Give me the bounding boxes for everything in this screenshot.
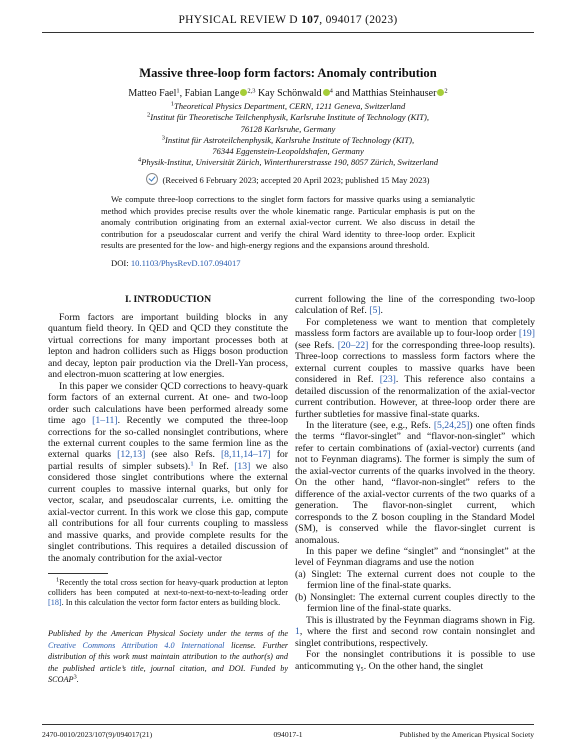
affiliation-line: 76128 Karlsruhe, Germany [240, 123, 336, 134]
affiliation [0, 135, 576, 146]
citation-link[interactable]: [20–22] [337, 339, 369, 351]
author-affil-mark: 2 [444, 87, 448, 95]
citation-link[interactable]: [1–11] [92, 415, 118, 427]
affiliation-line: 76344 Eggenstein-Leopoldshafen, Germany [212, 146, 364, 157]
affiliation-mark: 2 [146, 111, 151, 119]
footnote-mark: 1 [56, 576, 60, 584]
paragraph: Form factors are important building blocks in any quantum field theory. In QED and QCD they constitute the virtual corrections for many important processes both at lepton and hadron colliders such as Higgs boson production and decay, lepton pair production via the Drell-Yan process, and electron-muon scattering at low energies. [48, 312, 288, 381]
author-name: Matteo Fael [128, 88, 177, 99]
paragraph: In this paper we define “singlet” and “nonsinglet” at the level of Feynman diagrams and use the notion [295, 545, 535, 569]
author-affil-mark: 2,3 [247, 87, 256, 95]
footnote-link[interactable]: 1 [190, 460, 194, 468]
citation-link[interactable]: [13] [234, 460, 251, 472]
citation-link[interactable]: [12,13] [117, 449, 146, 461]
left-column [48, 312, 288, 564]
author-name: Matthias Steinhauser [352, 88, 437, 99]
header-rule [42, 32, 534, 33]
doi-link[interactable]: 10.1103/PhysRevD.107.094017 [130, 258, 241, 268]
paragraph: In the literature (see, e.g., Refs. [5,24,25]) one often finds the terms “flavor-singlet” and “flavor-non-singlet” which refer to certain combinations of (axial-vector) currents (and not to Feynman diagrams). The former is simply the sum of the axial-vector currents of the quarks involved in the theory. On the other hand, “flavor-non-singlet” refers to the difference of the axial-vector currents of the two quarks of a generation. The flavor-non-singlet current, which corresponds to the Z boson coupling in the Standard Model (SM), is conserved while the flavor-singlet current is anomalous. [295, 419, 535, 546]
author-name: Fabian Lange [184, 88, 240, 99]
author-name: Kay Schönwald [257, 88, 322, 99]
affiliation-list [0, 101, 576, 169]
paragraph: For completeness we want to mention that completely massless form factors are available up to four-loop order [19] (see Refs. [20–22] for the corresponding three-loop results). Three-loop corrections to massless form factors where the external current couples to massive quarks have been considered in Ref. [23]. This reference also contains a detailed discussion of the renormalization of the axial-vector current contribution. However, at three-loop order there are further subtleties for massive final-state quarks. [295, 316, 536, 420]
author-list: Matteo Fael$^1$, Fabian Lange $^{2,3}$ Kay Schönwald $^4$ and Matthias Steinhauser $^2$ [128, 87, 448, 99]
article-number: , 094017 (2023) [319, 14, 398, 26]
affiliation-text: Theoretical Physics Department, CERN, 1211 Geneva, Switzerland [173, 101, 406, 111]
author-affil-mark: 4 [329, 87, 333, 95]
affiliation-mark: 4 [137, 156, 142, 164]
footer-publisher: Published by the American Physical Society [399, 730, 534, 739]
affiliation [0, 112, 576, 123]
list-marker: (a) [295, 568, 306, 580]
affiliation [0, 101, 576, 112]
citation-link[interactable]: [19] [518, 328, 535, 340]
affiliation-mark: 1 [170, 100, 174, 108]
paper-title: Massive three-loop form factors: Anomaly contribution [139, 66, 437, 80]
paragraph: current following the line of the corresponding two-loop calculation of Ref. [5]. [295, 294, 535, 317]
affiliation-text: Institut für Theoretische Teilchenphysik, Karlsruhe Institute of Technology (KIT), [150, 112, 430, 123]
list-item: (b) Nonsinglet: The external current couples directly to the fermion line of the final-state quarks. [295, 591, 535, 615]
footnote-rule [48, 573, 108, 574]
author-affil-mark: 1 [176, 87, 180, 95]
license-sup: 3 [73, 673, 77, 681]
right-column [295, 294, 535, 672]
license-notice: Published by the American Physical Society under the terms of the Creative Commons Attribution 4.0 International license. Further distribution of this work must maintain attribution to the author(s) and the published article’s title, journal citation, and DOI. Funded by SCOAP$^3$. [48, 629, 289, 684]
affiliation-text: Institut für Astroteilchenphysik, Karlsruhe Institute of Technology (KIT), [165, 134, 415, 145]
affiliation [0, 157, 576, 168]
citation-link[interactable]: [23] [379, 374, 396, 386]
list-item: (a) Singlet: The external current does not couple to the fermion line of the final-state quarks. [295, 568, 536, 592]
license-link[interactable]: Creative Commons Attribution 4.0 International [48, 640, 225, 650]
abstract: We compute three-loop corrections to the singlet form factors for massive quarks using a semianalytic method which provides precise results over the whole kinematic range. Particular emphasis is put on the anomaly contribution originating from an external axial-vector current. We also discuss in detail the contribution for a pseudoscalar current and verify the chiral Ward identity to three-loop order. Explicit results are presented for the low- and high-energy regions and the expansions around threshold. [101, 194, 475, 251]
orcid-icon[interactable] [323, 89, 330, 96]
footer-issn: 2470-0010/2023/107(9)/094017(21) [42, 730, 153, 739]
publication-dates: (Received 6 February 2023; accepted 20 April 2023; published 15 May 2023) [162, 175, 430, 185]
footer-rule [42, 724, 534, 725]
citation-link[interactable]: [5,24,25] [433, 419, 470, 431]
publication-history [0, 173, 576, 185]
definition-list [295, 569, 535, 615]
affiliation-text: Physik-Institut, Universität Zürich, Winterthurerstrasse 190, 8057 Zürich, Switzerland [141, 157, 439, 168]
citation-link[interactable]: [5] [369, 305, 381, 317]
paragraph: For the nonsinglet contributions it is possible to use anticommuting γ₅. On the other hand, the singlet [295, 649, 535, 672]
citation-link[interactable]: [8,11,14–17] [220, 449, 271, 461]
citation-link[interactable]: [18] [48, 598, 62, 608]
doi-line [111, 258, 241, 268]
paragraph: In this paper we consider QCD corrections to heavy-quark form factors of an external current. At one- and two-loop order such calculations have been performed already some time ago [1–11]. Recently we computed the three-loop corrections for the so-called nonsinglet contributions, where the external current couples to the same fermion line as the external quarks [12,13] (see also Refs. [8,11,14–17] for partial results of simpler subsets).$^1$ In Ref. [13] we also considered those singlet contributions where the external current couples to massive internal quarks, but only for vector, scalar, and pseudoscalar currents, i.e. omitting the axial-vector current. In this work we close this gap, compute all contributions for all four currents coupling to massless and massive quarks, and provide complete results for the singlet contributions. This requires a detailed discussion of the anomaly contribution for the axial-vector [48, 380, 289, 564]
running-head [0, 14, 576, 26]
list-marker: (b) [295, 591, 307, 603]
doi-label: DOI: [111, 258, 129, 268]
page-number: 094017-1 [273, 730, 303, 739]
check-for-updates-icon[interactable] [146, 173, 158, 185]
paragraph: This is illustrated by the Feynman diagrams shown in Fig. 1, where the first and second row contain nonsinglet and singlet contributions, respectively. [295, 614, 535, 649]
journal-name: PHYSICAL REVIEW D [178, 14, 298, 26]
footnote: $^1$Recently the total cross section for heavy-quark production at lepton colliders has been computed at next-to-next-to-next-to-leading order [18]. In this calculation the vector form factor enters as building block. [48, 576, 288, 608]
affiliation-mark: 3 [161, 134, 166, 142]
section-heading: I. INTRODUCTION [124, 294, 212, 305]
journal-volume: 107 [301, 14, 320, 26]
figure-link[interactable]: 1 [295, 626, 300, 638]
